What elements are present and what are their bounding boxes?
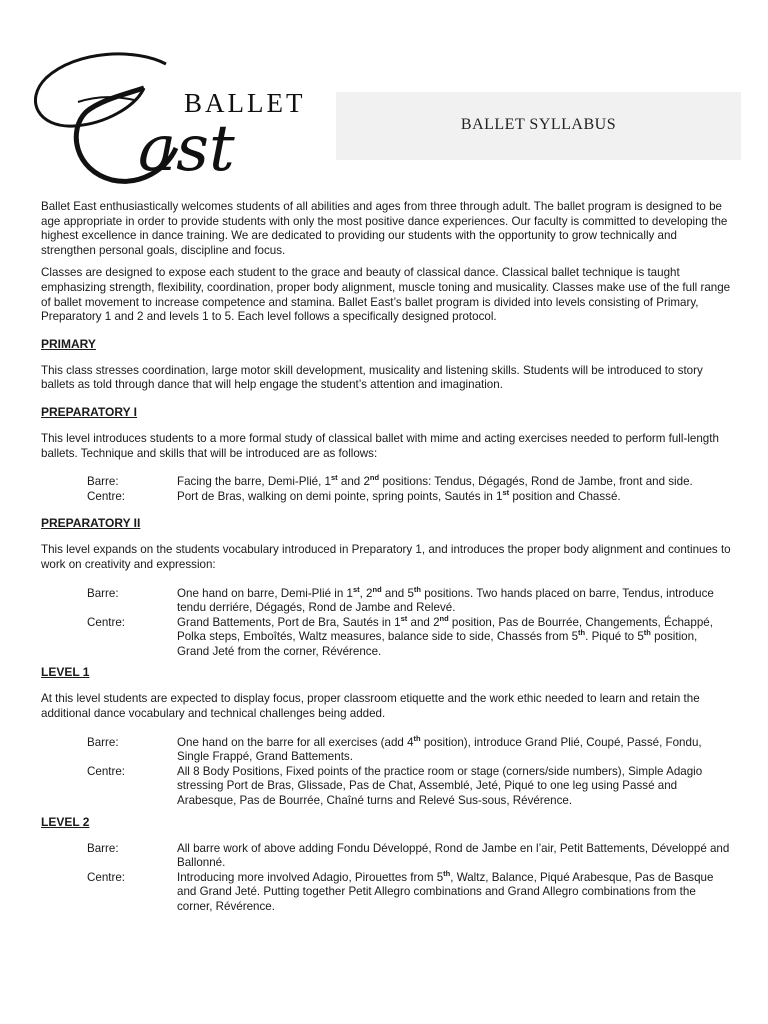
level1-barre-row: [87, 733, 731, 765]
row-label: Barre:: [87, 586, 119, 600]
row-text: One hand on barre, Demi-Plié in 1st, 2nd and 5th positions. Two hands placed on barre, Tendus, introduce tendu derriére, Dégagés, Rond de Jambe and Relevé.: [177, 584, 714, 615]
level2-centre-row: [87, 868, 731, 915]
row-text: One hand on the barre for all exercises (add 4th position), introduce Grand Plié, Coupé, Passé, Fondu, Single Frappé, Grand Battements.: [177, 733, 702, 764]
row-text: Port de Bras, walking on demi pointe, spring points, Sautés in 1st position and Chassé.: [177, 487, 621, 503]
row-label: Barre:: [87, 841, 119, 855]
prep1-text: This level introduces students to a more formal study of classical ballet with mime and acting exercises needed to perform full-length ballets. Technique and skills that will be introduced are as follows:: [41, 431, 719, 460]
prep2-centre-row: [87, 613, 731, 660]
ballet-east-logo: [16, 30, 334, 198]
prep2-barre-row: [87, 584, 731, 616]
heading-level-2: LEVEL 2: [41, 814, 90, 829]
heading-primary: PRIMARY: [41, 336, 96, 351]
intro-paragraph-1: Ballet East enthusiastically welcomes students of all abilities and ages from three through adult. The ballet program is designed to be age appropriate in order to provide students with only the most positive dance experiences. Our faculty is committed to developing the highest excellence in dance training. We are dedicated to providing our students with the opportunity to grow technically and strengthen personal goals, discipline and focus.: [41, 200, 728, 257]
row-text: All barre work of above adding Fondu Développé, Rond de Jambe en l’air, Petit Battements, Développé and Ballonné.: [177, 841, 730, 870]
heading-preparatory-1: PREPARATORY I: [41, 404, 138, 419]
prep1-barre-row: [87, 475, 731, 490]
heading-level-1: LEVEL 1: [41, 665, 90, 680]
level1-centre-row: [87, 765, 731, 809]
row-label: Barre:: [87, 735, 119, 749]
title-band: [336, 92, 741, 160]
row-label: Centre:: [87, 870, 126, 884]
row-text: Grand Battements, Port de Bra, Sautés in 1st and 2nd position, Pas de Bourrée, Changements, Échappé, Polka steps, Emboîtés, Waltz measures, balance side to side, Chassés from 5th. Piqué to 5th position, Grand Jeté from the corner, Révérence.: [177, 613, 713, 658]
level2-barre-row: [87, 842, 731, 871]
row-label: Centre:: [87, 615, 126, 629]
row-text: Facing the barre, Demi-Plié, 1st and 2nd positions: Tendus, Dégagés, Rond de Jambe, front and side.: [177, 473, 693, 489]
syllabus-body: [41, 200, 731, 921]
row-label: Centre:: [87, 764, 126, 778]
row-text: Introducing more involved Adagio, Pirouettes from 5th, Waltz, Balance, Piqué Arabesque, Pas de Basque and Grand Jeté. Putting together Petit Allegro combinations and Grand Allegro combinations from the corner, Révérence.: [177, 868, 714, 913]
prep1-centre-row: [87, 487, 731, 505]
row-text: All 8 Body Positions, Fixed points of the practice room or stage (corners/side numbers), Simple Adagio stressing Port de Bras, Glissade, Pas de Chat, Assemblé, Jeté, Piqué to one leg using Passé and Arabesque, Pas de Bourrée, Chaîné turns and Relevé Sus-sous, Révérence.: [177, 764, 703, 808]
prep2-text: This level expands on the students vocabulary introduced in Preparatory 1, and introduces the proper body alignment and continues to work on creativity and expression:: [41, 543, 731, 571]
heading-preparatory-2: PREPARATORY II: [41, 516, 141, 531]
logo-script-text: ast: [138, 112, 235, 186]
primary-text: This class stresses coordination, large motor skill development, musicality and listening skills. Students will be introduced to story ballets as told through dance that will help engage the student’s attention and imagination.: [41, 363, 703, 392]
row-label: Barre:: [87, 475, 119, 489]
level1-text: At this level students are expected to display focus, proper classroom etiquette and the work ethic needed to learn and retain the additional dance vocabulary and technical challenges being added.: [41, 692, 700, 721]
intro-paragraph-2: Classes are designed to expose each student to the grace and beauty of classical dance. Classical ballet technique is taught emphasizing strength, flexibility, coordination, proper body alignment, muscle toning and musicality. Classes make use of the full range of ballet movement to increase competence and stamina. Ballet East’s ballet program is divided into levels consisting of Primary, Preparatory 1 and 2 and levels 1 to 5. Each level follows a specifically designed protocol.: [41, 266, 731, 324]
page-title: BALLET SYLLABUS: [460, 116, 617, 133]
logo-ballet-word: BALLET: [184, 88, 306, 118]
row-label: Centre:: [87, 489, 126, 503]
